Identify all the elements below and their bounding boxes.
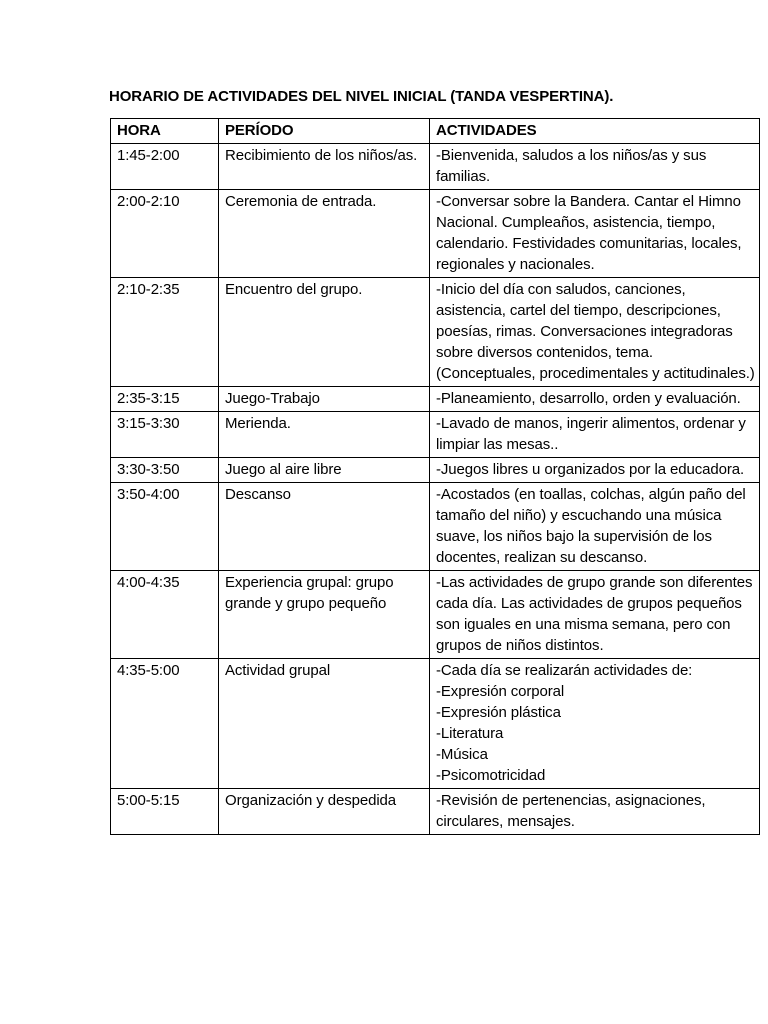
cell-actividades: -Acostados (en toallas, colchas, algún paño del tamaño del niño) y escuchando una música suave, los niños bajo la supervisión de los docentes, realizan su descanso. — [430, 483, 760, 571]
column-header-periodo: PERÍODO — [219, 119, 430, 144]
cell-hora: 3:15-3:30 — [111, 412, 219, 458]
activity-line: -Expresión corporal — [436, 683, 565, 700]
cell-hora: 4:35-5:00 — [111, 659, 219, 789]
cell-actividades — [430, 659, 760, 789]
cell-hora: 2:00-2:10 — [111, 190, 219, 278]
cell-periodo: Organización y despedida — [219, 789, 430, 835]
table-header-row — [111, 119, 760, 144]
cell-actividades: -Bienvenida, saludos a los niños/as y sus familias. — [430, 144, 760, 190]
activity-line: -Psicomotricidad — [436, 767, 546, 784]
cell-periodo: Merienda. — [219, 412, 430, 458]
cell-actividades: -Las actividades de grupo grande son diferentes cada día. Las actividades de grupos pequeños son iguales en una misma semana, pero con grupos de niños distintos. — [430, 571, 760, 659]
cell-actividades: -Revisión de pertenencias, asignaciones, circulares, mensajes. — [430, 789, 760, 835]
table-row — [111, 483, 760, 571]
cell-periodo: Ceremonia de entrada. — [219, 190, 430, 278]
cell-periodo: Juego-Trabajo — [219, 387, 430, 412]
activity-line: -Literatura — [436, 725, 504, 742]
table-row — [111, 278, 760, 387]
cell-periodo: Juego al aire libre — [219, 458, 430, 483]
cell-periodo: Recibimiento de los niños/as. — [219, 144, 430, 190]
cell-hora: 5:00-5:15 — [111, 789, 219, 835]
activity-line: -Música — [436, 746, 488, 763]
table-row — [111, 144, 760, 190]
column-header-actividades: ACTIVIDADES — [430, 119, 760, 144]
table-row — [111, 412, 760, 458]
cell-actividades: -Inicio del día con saludos, canciones, asistencia, cartel del tiempo, descripciones, poesías, rimas. Conversaciones integradoras sobre diversos contenidos, tema. (Conceptuales, procedimentales y actitudinales.) — [430, 278, 760, 387]
table-row — [111, 789, 760, 835]
table-row — [111, 190, 760, 278]
cell-hora: 4:00-4:35 — [111, 571, 219, 659]
cell-periodo: Encuentro del grupo. — [219, 278, 430, 387]
schedule-table — [110, 118, 760, 835]
cell-actividades: -Juegos libres u organizados por la educadora. — [430, 458, 760, 483]
activity-line: -Cada día se realizarán actividades de: — [436, 662, 693, 679]
cell-hora: 3:30-3:50 — [111, 458, 219, 483]
cell-periodo: Descanso — [219, 483, 430, 571]
cell-actividades: -Lavado de manos, ingerir alimentos, ordenar y limpiar las mesas.. — [430, 412, 760, 458]
table-row — [111, 571, 760, 659]
activity-line: -Expresión plástica — [436, 704, 561, 721]
cell-actividades: -Conversar sobre la Bandera. Cantar el Himno Nacional. Cumpleaños, asistencia, tiempo, calendario. Festividades comunitarias, locales, regionales y nacionales. — [430, 190, 760, 278]
table-row — [111, 387, 760, 412]
cell-hora: 2:35-3:15 — [111, 387, 219, 412]
cell-hora: 3:50-4:00 — [111, 483, 219, 571]
table-row — [111, 458, 760, 483]
table-row — [111, 659, 760, 789]
cell-actividades: -Planeamiento, desarrollo, orden y evaluación. — [430, 387, 760, 412]
cell-hora: 1:45-2:00 — [111, 144, 219, 190]
column-header-hora: HORA — [111, 119, 219, 144]
cell-periodo: Experiencia grupal: grupo grande y grupo pequeño — [219, 571, 430, 659]
activity-list — [436, 660, 755, 786]
cell-hora: 2:10-2:35 — [111, 278, 219, 387]
cell-periodo: Actividad grupal — [219, 659, 430, 789]
page-title: HORARIO DE ACTIVIDADES DEL NIVEL INICIAL (TANDA VESPERTINA). — [109, 88, 614, 105]
